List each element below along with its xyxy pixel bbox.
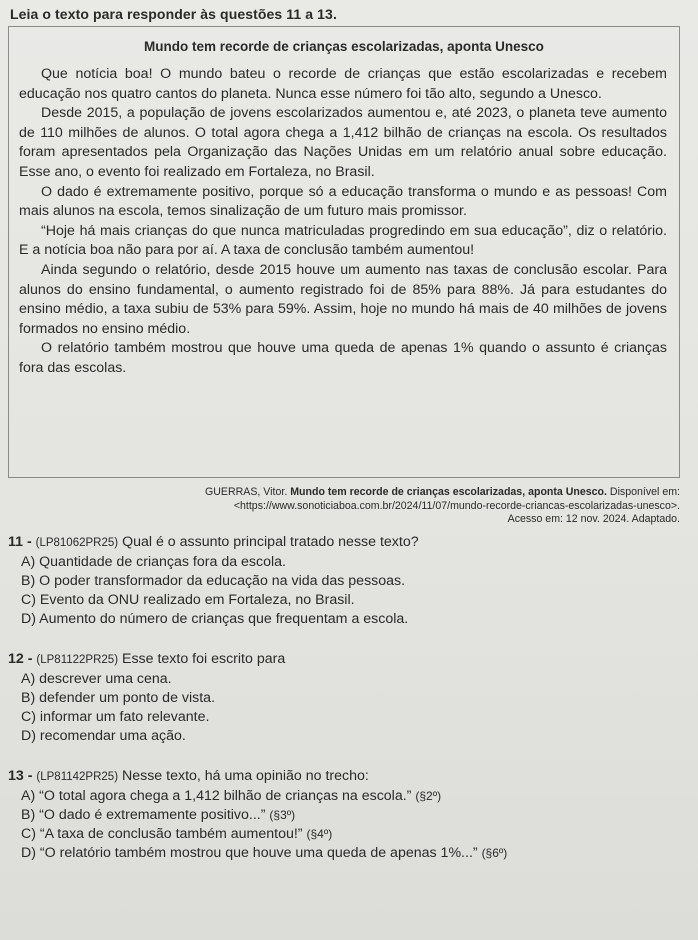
option-a[interactable]: A) descrever uma cena.	[21, 671, 172, 687]
option-b[interactable]	[8, 806, 678, 825]
option-d[interactable]	[8, 844, 678, 863]
question-code: (LP81122PR25)	[36, 654, 119, 666]
intro-instruction: Leia o texto para responder às questões 11 a 13.	[10, 6, 337, 22]
option-b[interactable]: B) O poder transformador da educação na vida das pessoas.	[21, 573, 406, 589]
question-13	[8, 766, 678, 863]
article-paragraph-4: “Hoje há mais crianças do que nunca matriculadas progredindo em sua educação”, diz o relatório. E a notícia boa não para por aí. A taxa de conclusão também aumentou!	[19, 222, 667, 259]
option-a[interactable]	[8, 787, 678, 806]
question-12-heading	[8, 649, 678, 670]
option-text: B) “O dado é extremamente positivo...”	[21, 807, 266, 823]
article-paragraph-6: O relatório também mostrou que houve uma queda de apenas 1% quando o assunto é crianças fora das escolas.	[19, 340, 667, 376]
option-d[interactable]: D) Aumento do número de crianças que frequentam a escola.	[21, 611, 409, 627]
source-credit	[120, 486, 680, 527]
question-12	[8, 649, 678, 746]
question-text: Qual é o assunto principal tratado nesse texto?	[122, 534, 419, 550]
option-d[interactable]: D) recomendar uma ação.	[21, 728, 186, 744]
question-number: 13 -	[8, 768, 33, 784]
option-text: A) “O total agora chega a 1,412 bilhão de crianças na escola.”	[21, 788, 412, 804]
paragraph-reference: (§2º)	[415, 789, 442, 803]
question-text: Esse texto foi escrito para	[121, 651, 286, 667]
credit-author: GUERRAS, Vitor.	[205, 486, 288, 498]
question-text: Nesse texto, há uma opinião no trecho:	[121, 768, 369, 784]
paragraph-reference: (§6º)	[481, 846, 508, 860]
credit-url: <https://www.sonoticiaboa.com.br/2024/11/07/mundo-recorde-criancas-escolarizadas-unesco>.	[233, 499, 680, 512]
option-a[interactable]: A) Quantidade de crianças fora da escola.	[21, 554, 286, 570]
article-body	[19, 65, 667, 379]
article-title: Mundo tem recorde de crianças escolarizadas, aponta Unesco	[144, 39, 544, 54]
option-text: C) “A taxa de conclusão também aumentou!”	[21, 826, 303, 842]
option-text: D) “O relatório também mostrou que houve uma queda de apenas 1%...”	[21, 845, 478, 861]
article-paragraph-3: O dado é extremamente positivo, porque só a educação transforma o mundo e as pessoas! Com mais alunos na escola, temos sinalização de um futuro mais promissor.	[19, 183, 667, 220]
article-paragraph-1: Que notícia boa! O mundo bateu o recorde de crianças que estão escolarizadas e recebem educação nos quatro cantos do planeta. Nunca esse número foi tão alto, segundo a Unesco.	[19, 66, 667, 102]
credit-access: Acesso em: 12 nov. 2024. Adaptado.	[507, 513, 680, 525]
option-c[interactable]: C) informar um fato relevante.	[21, 709, 210, 725]
article-paragraph-5: Ainda segundo o relatório, desde 2015 houve um aumento nas taxas de conclusão escolar. Para alunos do ensino fundamental, o aumento registrado foi de 85% para 88%. Já para estudantes do ensino médio, a taxa subiu de 53% para 59%. Assim, hoje no mundo há mais de 40 milhões de jovens formados no ensino médio.	[19, 261, 667, 337]
question-11	[8, 532, 678, 629]
question-code: (LP81062PR25)	[35, 537, 119, 549]
option-c[interactable]: C) Evento da ONU realizado em Fortaleza, no Brasil.	[21, 592, 355, 608]
option-b[interactable]: B) defender um ponto de vista.	[21, 690, 216, 706]
article-paragraph-2: Desde 2015, a população de jovens escolarizados aumentou e, até 2023, o planeta teve aumento de 110 milhões de alunos. O total agora chega a 1,412 bilhão de crianças na escola. Os resultados foram apresentados pela Organização das Nações Unidas em um relatório anual sobre educação. Esse ano, o evento foi realizado em Fortaleza, no Brasil.	[19, 105, 667, 180]
paragraph-reference: (§4º)	[306, 827, 333, 841]
question-number: 12 -	[8, 651, 33, 667]
question-13-heading	[8, 766, 678, 787]
question-code: (LP81142PR25)	[36, 771, 119, 783]
question-number: 11 -	[8, 534, 32, 550]
option-c[interactable]	[8, 825, 678, 844]
question-11-heading	[8, 532, 678, 553]
credit-available: Disponível em:	[609, 486, 680, 498]
article-box	[8, 26, 680, 478]
paragraph-reference: (§3º)	[269, 808, 296, 822]
credit-title: Mundo tem recorde de crianças escolarizadas, aponta Unesco.	[290, 486, 607, 498]
